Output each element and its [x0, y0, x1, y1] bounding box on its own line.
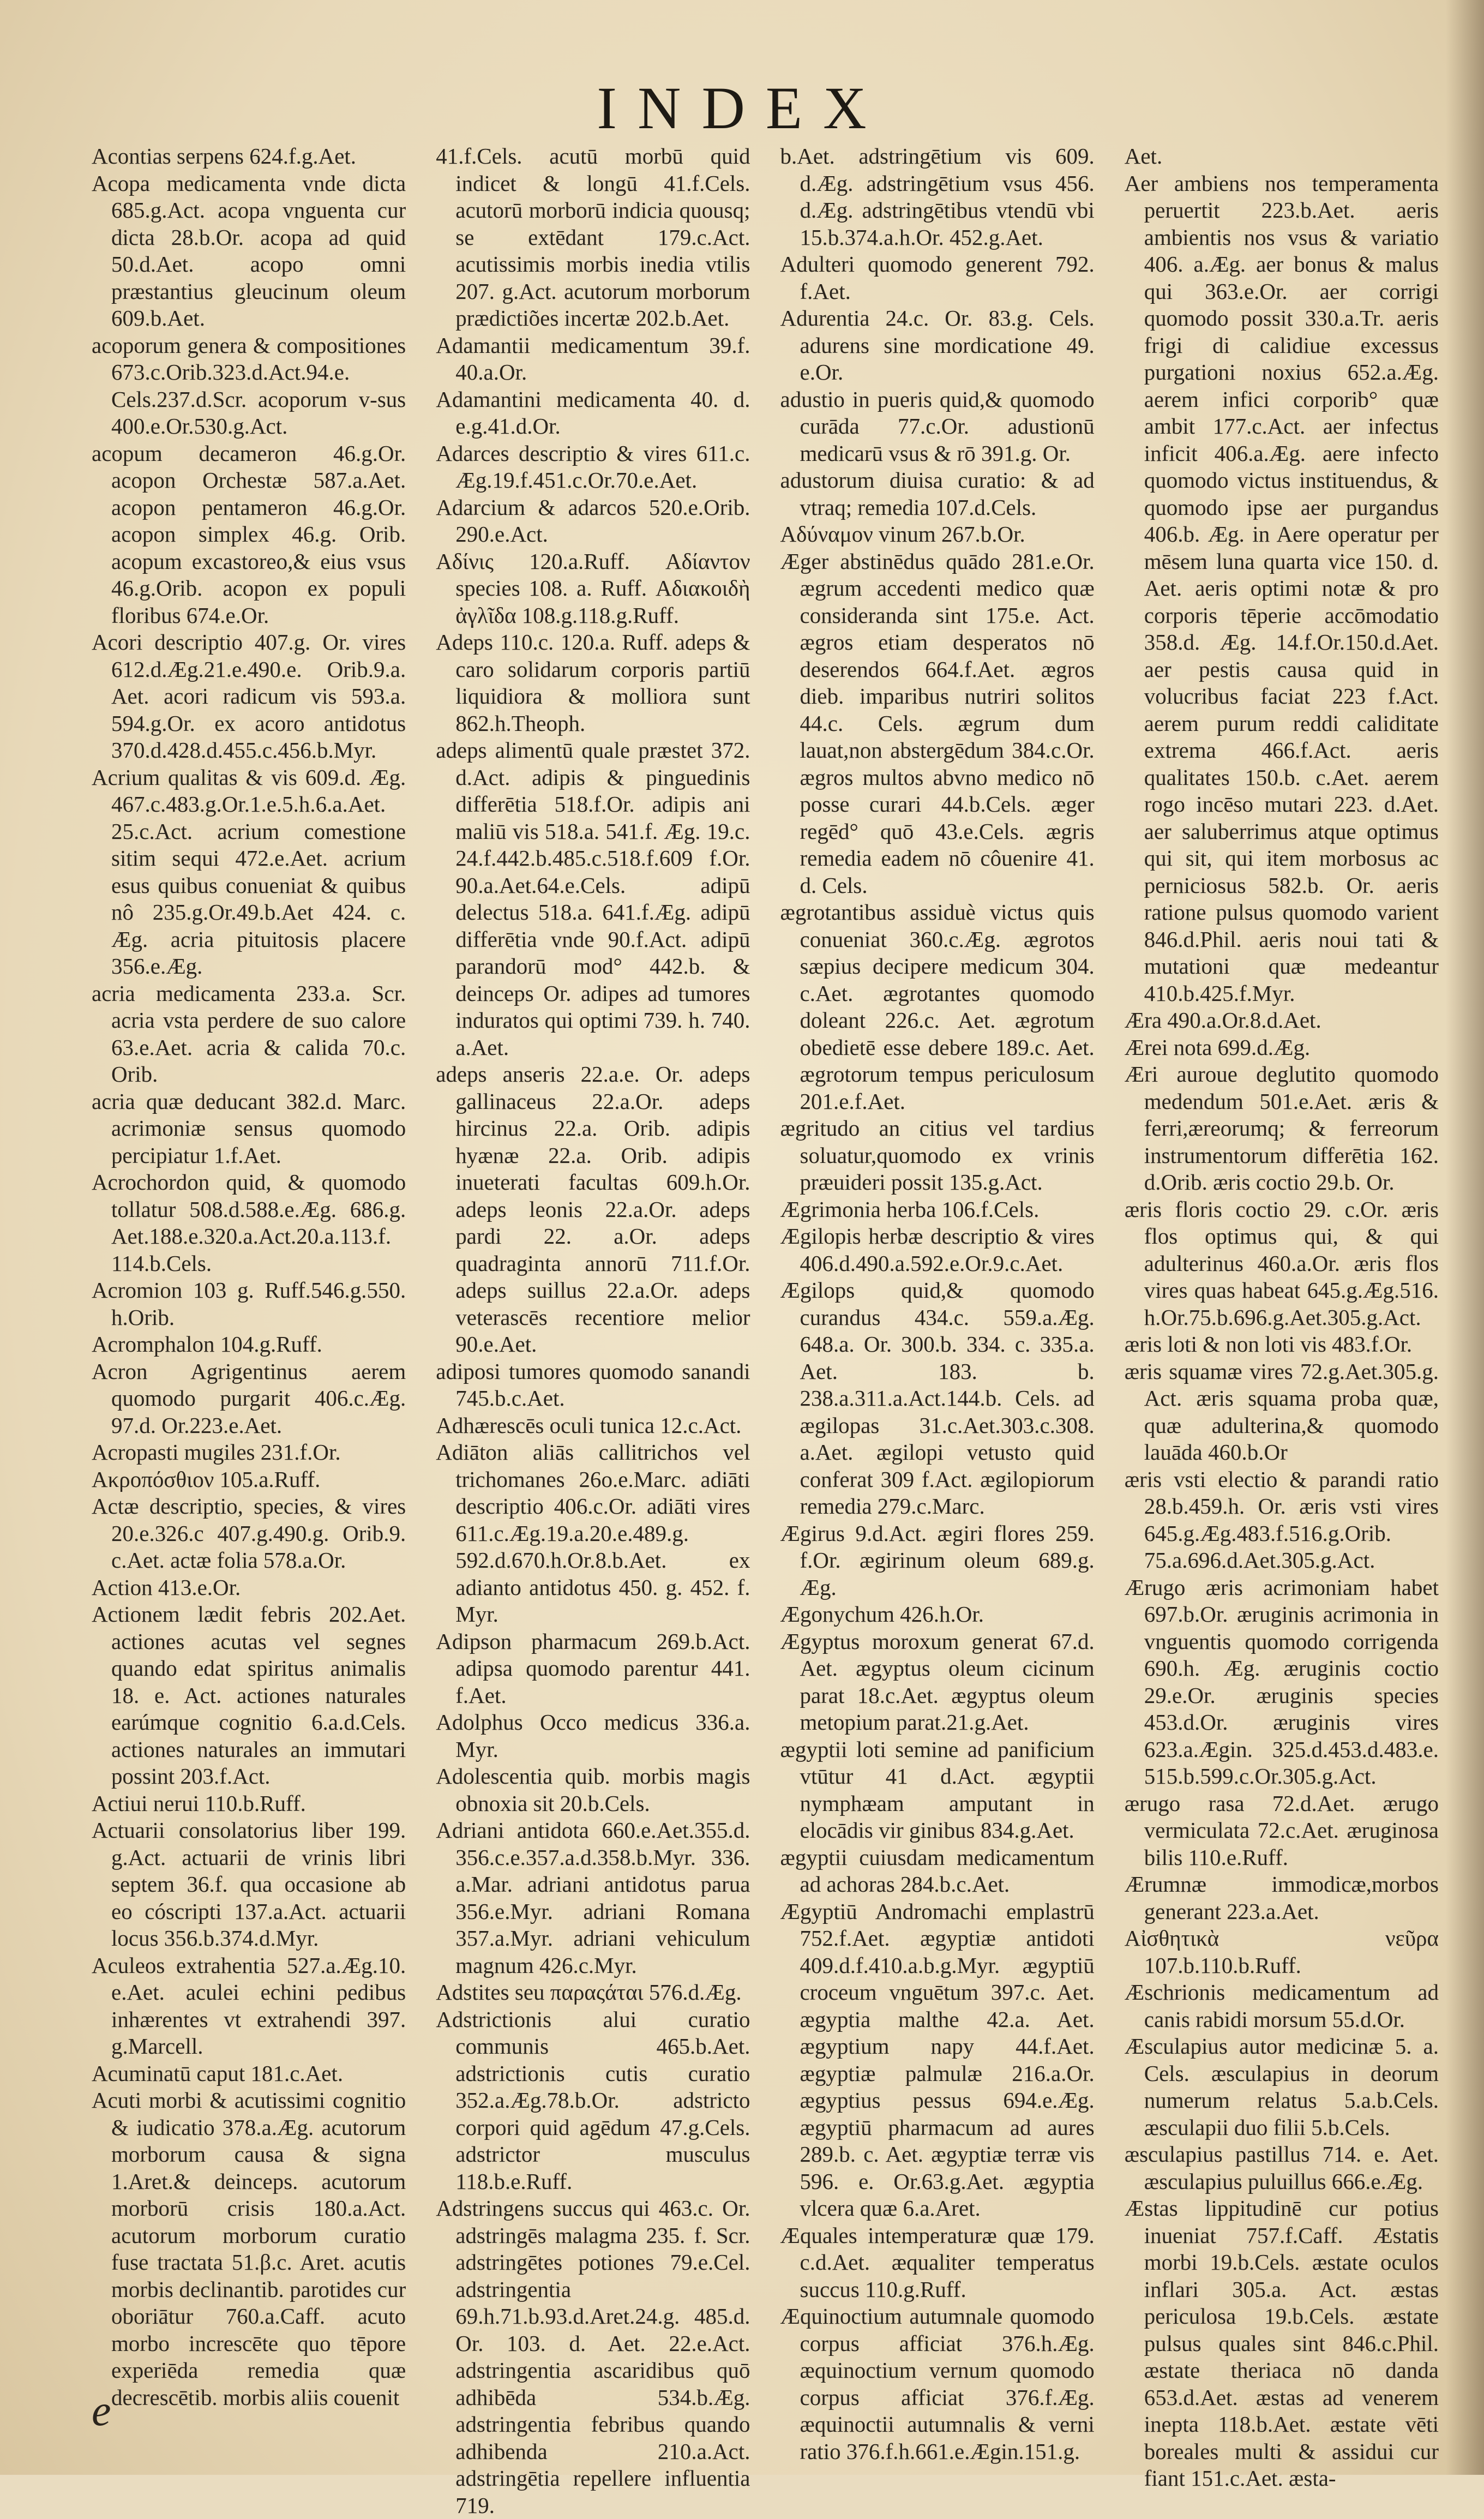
index-entry: Æsculapius autor medicinæ 5. a. Cels. æsculapius in deorum numerum relatus 5.a.b.Cels. æsculapii duo filii 5.b.Cels.: [1124, 2034, 1439, 2140]
index-entry: Adriani antidota 660.e.Aet.355.d. 356.c.e.357.a.d.358.b.Myr. 336. a.Mar. adriani antidotus parua 356.e.Myr. adriani Romana 357.a.Myr. adriani vehiculum magnum 426.c.Myr.: [436, 1818, 750, 1978]
index-entry: Adulteri quomodo generent 792. f.Aet.: [780, 251, 1095, 304]
index-entry: Ærei nota 699.d.Æg.: [1124, 1034, 1311, 1060]
index-entry: acoporum genera & compositiones 673.c.Orib.323.d.Act.94.e. Cels.237.d.Scr. acoporum v-sus 400.e.Or.530.g.Act.: [92, 332, 406, 439]
index-entry: Actionem lædit febris 202.Aet. actiones acutas vel segnes quando edat spiritus animalis 18. e. Act. actiones naturales earúmque cognitio 6.a.d.Cels. actiones naturales an immutari possint 203.f.Act.: [92, 1602, 406, 1789]
index-entry: Ægirus 9.d.Act. ægiri flores 259. f.Or. ægirinum oleum 689.g. Æg.: [780, 1520, 1095, 1600]
index-entry: 41.f.Cels. acutū morbū quid indicet & longū 41.f.Cels. acutorū morborū indicia quousq; se extēdant 179.c.Act. acutissimis morbis inedia vtilis 207. g.Act. acutorum morborum prædictiões incertæ 202.b.Aet.: [436, 143, 750, 331]
index-entry: Acrium qualitas & vis 609.d. Æg. 467.c.483.g.Or.1.e.5.h.6.a.Aet. 25.c.Act. acrium comestione sitim sequi 472.e.Aet. acrium esus quibus conueniat & quibus nô 235.g.Or.49.b.Aet 424. c. Æg. acria pituitosis placere 356.e.Æg.: [92, 764, 406, 979]
index-entry: Ærumnæ immodicæ,morbos generant 223.a.Aet.: [1124, 1872, 1439, 1924]
index-entry: Αἰσθητικὰ νεῦρα 107.b.110.b.Ruff.: [1124, 1926, 1439, 1978]
index-entry: Acron Agrigentinus aerem quomodo purgarit 406.c.Æg. 97.d. Or.223.e.Aet.: [92, 1358, 406, 1438]
page-edge-shadow: [1446, 0, 1484, 2475]
index-columns: [92, 143, 1439, 2518]
index-entry: Ægyptiū Andromachi emplastrū 752.f.Aet. ægyptiæ antidoti 409.d.f.410.a.b.g.Myr. ægyptiū croceum vnguētum 397.c. Aet. ægyptia malthe 42.a. Aet. ægyptium napy 44.f.Aet. ægyptiæ palmulæ 216.a.Or. ægyptius pessus 694.e.Æg. ægyptiū pharmacum ad aures 289.b. c. Aet. ægyptiæ terræ vis 596. e. Or.63.g.Aet. ægyptia vlcera quæ 6.a.Aret.: [780, 1898, 1095, 2221]
index-entry: acopum decameron 46.g.Or. acopon Orchestæ 587.a.Aet. acopon pentameron 46.g.Or. acopon simplex 46.g. Orib. acopum excastoreo,& eius vsus 46.g.Orib. acopon ex populi floribus 674.e.Or.: [92, 440, 406, 628]
index-entry: Adolphus Occo medicus 336.a. Myr.: [436, 1710, 750, 1762]
index-entry: Aer ambiens nos temperamenta peruertit 223.b.Aet. aeris ambientis nos vsus & variatio 406. a.Æg. aer bonus & malus qui 363.e.Or. aer corrigi quomodo possit 330.a.Tr. aeris frigi di calidiue excessus purgationi noxius 652.a.Æg. aerem infici corporib° quæ ambit 177.c.Act. aer infectus inficit 406.a.Æg. aere infecto quomodo victus instituendus, & quomodo ipse aer purgandus 406.b. Æg. in Aere operatur per mēsem luna quarta vice 150. d. Aet. aeris optimi notæ & pro corporis tēperie accōmodatio 358.d. Æg. 14.f.Or.150.d.Aet. aer pestis causa quid in volucribus faciat 223 f.Act. aerem purum reddi caliditate extrema 466.f.Act. aeris qualitates 150.b. c.Aet. aerem rogo incēso mutari 223. d.Aet. aer saluberrimus atque optimus qui sit, qui item morbosus ac perniciosus 582.b. Or. aeris ratione pulsus quomodo varient 846.d.Phil. aeris noui tati & mutationi quæ medeantur 410.b.425.f.Myr.: [1124, 170, 1439, 1006]
index-entry: Acontias serpens 624.f.g.Aet.: [92, 143, 357, 169]
index-entry: Αδύναμον vinum 267.b.Or.: [780, 521, 1025, 547]
index-entry: Acromphalon 104.g.Ruff.: [92, 1332, 322, 1357]
index-entry: Adstites seu παραςάται 576.d.Æg.: [436, 1980, 742, 2005]
index-entry: adustio in pueris quid,& quomodo curāda 77.c.Or. adustionū medicarū vsus & rō 391.g. Or.: [780, 386, 1095, 466]
index-entry: Ægilopis herbæ descriptio & vires 406.d.490.a.592.e.Or.9.c.Aet.: [780, 1223, 1095, 1276]
index-entry: æris loti & non loti vis 483.f.Or.: [1124, 1332, 1413, 1357]
index-entry: Adurentia 24.c. Or. 83.g. Cels. adurens sine mordicatione 49. e.Or.: [780, 305, 1095, 385]
index-entry: Acopa medicamenta vnde dicta 685.g.Act. acopa vnguenta cur dicta 28.b.Or. acopa ad quid 50.d.Aet. acopo omni præstantius gleucinum oleum 609.b.Aet.: [92, 170, 406, 331]
index-entry: Adolescentia quib. morbis magis obnoxia sit 20.b.Cels.: [436, 1764, 750, 1816]
index-column-1: [92, 143, 406, 2410]
index-entry: Ægrimonia herba 106.f.Cels.: [780, 1196, 1040, 1222]
index-entry: ægritudo an citius vel tardius soluatur,quomodo ex vrinis præuideri possit 135.g.Act.: [780, 1115, 1095, 1195]
index-entry: acria medicamenta 233.a. Scr. acria vsta perdere de suo calore 63.e.Aet. acria & calida 70.c. Orib.: [92, 980, 406, 1087]
index-entry: Αδίνις 120.a.Ruff. Αδίαντον species 108. a. Ruff. Αδιακοιδὴ ἀγλῖδα 108.g.118.g.Ruff.: [436, 548, 750, 628]
index-entry: Æra 490.a.Or.8.d.Aet.: [1124, 1007, 1321, 1033]
index-entry: æsculapius pastillus 714. e. Aet. æsculapius puluillus 666.e.Æg.: [1124, 2142, 1439, 2194]
index-entry: ægyptii cuiusdam medicamentum ad achoras 284.b.c.Aet.: [780, 1844, 1095, 1897]
index-entry: Adhærescēs oculi tunica 12.c.Act.: [436, 1412, 742, 1438]
index-entry: æris vsti electio & parandi ratio 28.b.459.h. Or. æris vsti vires 645.g.Æg.483.f.516.g.Orib. 75.a.696.d.Aet.305.g.Act.: [1124, 1466, 1439, 1573]
page-folio: e: [92, 2387, 111, 2435]
index-entry: Acrochordon quid, & quomodo tollatur 508.d.588.e.Æg. 686.g. Aet.188.e.320.a.Act.20.a.113.f. 114.b.Cels.: [92, 1169, 406, 1276]
index-entry: Adipson pharmacum 269.b.Act. adipsa quomodo parentur 441. f.Aet.: [436, 1628, 750, 1708]
index-entry: adiposi tumores quomodo sanandi 745.b.c.Aet.: [436, 1358, 750, 1411]
index-entry: Actæ descriptio, species, & vires 20.e.326.c 407.g.490.g. Orib.9. c.Aet. actæ folia 578.a.Or.: [92, 1494, 406, 1573]
index-entry: Æri auroue deglutito quomodo medendum 501.e.Aet. æris & ferri,æreorumq; & ferreorum instrumentorum differētia 162. d.Orib. æris coctio 29.b. Or.: [1124, 1061, 1439, 1195]
index-entry: Adiāton aliās callitrichos vel trichomanes 26o.e.Marc. adiāti descriptio 406.c.Or. adiāti vires 611.c.Æg.19.a.20.e.489.g. 592.d.670.h.Or.8.b.Aet. ex adianto antidotus 450. g. 452. f. Myr.: [436, 1440, 750, 1627]
index-entry: Adstringens succus qui 463.c. Or. adstringēs malagma 235. f. Scr. adstringētes potiones 79.e.Cel. adstringentia 69.h.71.b.93.d.Aret.24.g. 485.d. Or. 103. d. Aet. 22.e.Act. adstringentia ascaridibus quō adhibēda 534.b.Æg. adstringentia febribus quando adhibenda 210.a.Act. adstringētia repellere influentia 719.: [436, 2196, 750, 2518]
index-entry: b.Aet. adstringētium vis 609. d.Æg. adstringētium vsus 456. d.Æg. adstringētibus vtendū vbi 15.b.374.a.h.Or. 452.g.Aet.: [780, 143, 1095, 250]
index-entry: Acuti morbi & acutissimi cognitio & iudicatio 378.a.Æg. acutorum morborum causa & signa 1.Aret.& deinceps. acutorum morborū crisis 180.a.Act. acutorum morborum curatio fuse tractata 51.β.c. Aret. acutis morbis declinantib. parotides cur oboriātur 760.a.Caff. acuto morbo increscēte quo tēpore experiēda remedia quæ decrescētib. morbis aliis couenit: [92, 2088, 406, 2410]
index-entry: Acuminatū caput 181.c.Aet.: [92, 2060, 344, 2086]
index-entry: acria quæ deducant 382.d. Marc. acrimoniæ sensus quomodo percipiatur 1.f.Aet.: [92, 1088, 406, 1168]
index-column-3: [780, 143, 1095, 2464]
index-entry: ægrotantibus assiduè victus quis conueniat 360.c.Æg. ægrotos sæpius decipere medicum 304. c.Aet. ægrotantes quomodo doleant 226.c. Aet. ægrotum obedietē esse debere 189.c. Aet. ægrotorum tempus periculosum 201.e.f.Aet.: [780, 899, 1095, 1114]
index-entry: Æger abstinēdus quādo 281.e.Or. ægrum accedenti medico quæ consideranda sint 175.e. Act. ægros etiam desperatos nō deserendos 664.f.Aet. ægros dieb. imparibus nutriri solitos 44.c. Cels. ægrum dum lauat,non abstergēdum 384.c.Or. ægros multos abvno medico nō posse curari 44.b.Cels. æger regēd° quō 43.e.Cels. ægris remedia eadem nō côuenire 41. d. Cels.: [780, 548, 1095, 898]
index-column-2: [436, 143, 750, 2518]
index-entry: Adeps 110.c. 120.a. Ruff. adeps & caro solidarum corporis partiū liquidiora & molliora sunt 862.h.Theoph.: [436, 629, 750, 736]
index-entry: Aculeos extrahentia 527.a.Æg.10. e.Aet. aculei echini pedibus inhærentes vt extrahendi 397. g.Marcell.: [92, 1952, 406, 2059]
index-entry: Actiui nerui 110.b.Ruff.: [92, 1790, 306, 1816]
index-entry: adeps anseris 22.a.e. Or. adeps gallinaceus 22.a.Or. adeps hircinus 22.a. Orib. adipis hyænæ 22.a. Orib. adipis inueterati facultas 609.h.Or. adeps leonis 22.a.Or. adeps pardi 22. a.Or. adeps quadraginta annorū 711.f.Or. adeps suillus 22.a.Or. adeps veterascēs recentiore melior 90.e.Aet.: [436, 1061, 750, 1357]
index-entry: Acori descriptio 407.g. Or. vires 612.d.Æg.21.e.490.e. Orib.9.a. Aet. acori radicum vis 593.a. 594.g.Or. ex acoro antidotus 370.d.428.d.455.c.456.b.Myr.: [92, 629, 406, 763]
index-entry: adeps alimentū quale præstet 372. d.Act. adipis & pinguedinis differētia 518.f.Or. adipis ani maliū vis 518.a. 541.f. Æg. 19.c. 24.f.442.b.485.c.518.f.609 f.Or. 90.a.Aet.64.e.Cels. adipū delectus 518.a. 641.f.Æg. adipū differētia vnde 90.f.Act. adipū parandorū mod° 442.b. & deinceps Or. adipes ad tumores induratos qui optimi 739. h. 740. a.Aet.: [436, 737, 750, 1060]
index-entry: Adarcium & adarcos 520.e.Orib. 290.e.Act.: [436, 494, 750, 547]
page-title: INDEX: [597, 75, 887, 141]
index-entry: Æstas lippitudinē cur potius inueniat 757.f.Caff. Æstatis morbi 19.b.Cels. æstate oculos inflari 305.a. Act. æstas periculosa 19.b.Cels. æstate pulsus quales sint 846.c.Phil. æstate theriaca nō danda 653.d.Aet. æstas ad venerem inepta 118.b.Aet. æstate vēti boreales multi & assidui cur fiant 151.c.Aet. æsta-: [1124, 2196, 1439, 2491]
index-entry: ægyptii loti semine ad panificium vtūtur 41 d.Act. ægyptii nymphæam amputant in elocādis vir ginibus 834.g.Aet.: [780, 1736, 1095, 1843]
index-entry: adustorum diuisa curatio: & ad vtraq; remedia 107.d.Cels.: [780, 467, 1095, 520]
index-entry: Æquinoctium autumnale quomodo corpus afficiat 376.h.Æg. æquinoctium vernum quomodo corpus afficiat 376.f.Æg. æquinoctii autumnalis & verni ratio 376.f.h.661.e.Ægin.151.g.: [780, 2304, 1095, 2464]
index-entry: Ægilops quid,& quomodo curandus 434.c. 559.a.Æg. 648.a. Or. 300.b. 334. c. 335.a. Aet. 183. b. 238.a.311.a.Act.144.b. Cels. ad ægilopas 31.c.Aet.303.c.308. a.Aet. ægilopi vetusto quid conferat 309 f.Act. ægilopiorum remedia 279.c.Marc.: [780, 1278, 1095, 1519]
index-entry: Adamantini medicamenta 40. d. e.g.41.d.Or.: [436, 386, 750, 439]
index-entry: Adstrictionis alui curatio communis 465.b.Aet. adstrictionis cutis curatio 352.a.Æg.78.b.Or. adstricto corpori quid agēdum 47.g.Cels. adstrictor musculus 118.b.e.Ruff.: [436, 2006, 750, 2194]
index-column-4: [1124, 143, 1439, 2491]
index-entry: Adarces descriptio & vires 611.c. Æg.19.f.451.c.Or.70.e.Aet.: [436, 440, 750, 493]
index-entry: ærugo rasa 72.d.Aet. ærugo vermiculata 72.c.Aet. æruginosa bilis 110.e.Ruff.: [1124, 1790, 1439, 1870]
index-entry: Actuarii consolatorius liber 199. g.Act. actuarii de vrinis libri septem 36.f. qua occasione ab eo cóscripti 137.a.Act. actuarii locus 356.b.374.d.Myr.: [92, 1818, 406, 1951]
index-entry: Ακροπόσθιον 105.a.Ruff.: [92, 1466, 321, 1492]
index-entry: Aet.: [1124, 143, 1163, 169]
index-entry: Ærugo æris acrimoniam habet 697.b.Or. æruginis acrimonia in vnguentis quomodo corrigenda 690.h. Æg. æruginis coctio 29.e.Or. æruginis species 453.d.Or. æruginis vires 623.a.Ægin. 325.d.453.d.483.e. 515.b.599.c.Or.305.g.Act.: [1124, 1574, 1439, 1789]
index-entry: Acropasti mugiles 231.f.Or.: [92, 1440, 341, 1465]
index-entry: Ægyptus moroxum generat 67.d. Aet. ægyptus oleum cicinum parat 18.c.Aet. ægyptus oleum metopium parat.21.g.Aet.: [780, 1628, 1095, 1735]
index-entry: Æschrionis medicamentum ad canis rabidi morsum 55.d.Or.: [1124, 1980, 1439, 2032]
index-entry: æris squamæ vires 72.g.Aet.305.g. Act. æris squama proba quæ, quæ adulterina,& quomodo lauāda 460.b.Or: [1124, 1358, 1439, 1465]
index-entry: Action 413.e.Or.: [92, 1574, 241, 1600]
index-entry: æris floris coctio 29. c.Or. æris flos optimus qui, & qui adulterinus 460.a.Or. æris flos vires quas habeat 645.g.Æg.516. h.Or.75.b.696.g.Aet.305.g.Act.: [1124, 1196, 1439, 1330]
index-entry: Ægonychum 426.h.Or.: [780, 1602, 984, 1627]
index-entry: Acromion 103 g. Ruff.546.g.550. h.Orib.: [92, 1278, 406, 1330]
index-entry: Adamantii medicamentum 39.f. 40.a.Or.: [436, 332, 750, 385]
index-entry: Æquales intemperaturæ quæ 179. c.d.Aet. æqualiter temperatus succus 110.g.Ruff.: [780, 2222, 1095, 2302]
